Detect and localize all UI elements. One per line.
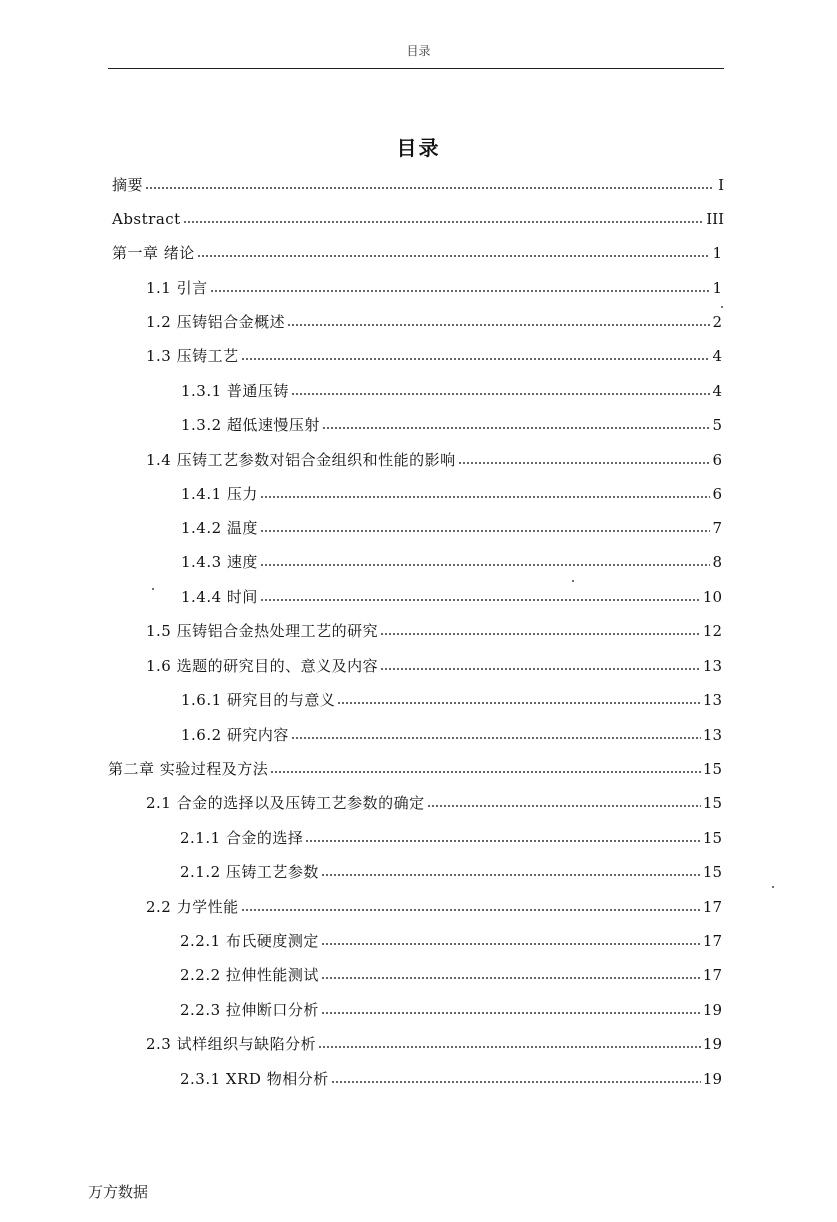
toc-entry[interactable]: [108, 758, 722, 780]
toc-entry[interactable]: [146, 620, 722, 642]
toc-leader: [291, 392, 711, 396]
scan-speck: [572, 580, 574, 582]
toc-entry-label: 1.4 压铸工艺参数对铝合金组织和性能的影响: [146, 451, 456, 469]
toc-entry-page: 4: [712, 347, 722, 365]
toc-leader: [260, 495, 711, 499]
toc-entry-label: 2.2 力学性能: [146, 898, 239, 916]
toc-entry-page: 17: [702, 966, 722, 984]
toc-entry[interactable]: [146, 1033, 722, 1055]
toc-entry-page: 1: [712, 279, 722, 297]
toc-leader: [380, 632, 701, 636]
toc-leader: [458, 461, 711, 465]
scan-speck: [721, 306, 723, 308]
toc-entry-label: 2.2.1 布氏硬度测定: [180, 932, 319, 950]
toc-entry-label: 2.3 试样组织与缺陷分析: [146, 1035, 317, 1053]
toc-entry-label: 2.2.3 拉伸断口分析: [180, 1001, 319, 1019]
toc-entry-label: Abstract: [112, 210, 181, 228]
scan-speck: [772, 886, 774, 888]
toc-entry[interactable]: [146, 345, 722, 367]
toc-entry[interactable]: [112, 208, 724, 230]
toc-entry-page: 8: [712, 553, 722, 571]
toc-entry[interactable]: [181, 689, 722, 711]
toc-leader: [183, 220, 705, 224]
scan-speck: [152, 588, 154, 590]
toc-entry-page: 12: [702, 622, 722, 640]
toc-entry[interactable]: [146, 277, 722, 299]
toc-entry-label: 第一章 绪论: [112, 244, 195, 262]
toc-leader: [270, 770, 701, 774]
toc-entry-page: 13: [702, 657, 722, 675]
toc-leader: [260, 529, 711, 533]
toc-entry-page: 15: [702, 794, 722, 812]
toc-entry[interactable]: [180, 1068, 722, 1090]
toc-entry-label: 2.1.1 合金的选择: [180, 829, 304, 847]
toc-title: 目录: [396, 136, 441, 160]
toc-leader: [291, 736, 701, 740]
toc-entry-label: 2.2.2 拉伸性能测试: [180, 966, 319, 984]
toc-leader: [321, 1011, 701, 1015]
toc-leader: [287, 323, 710, 327]
toc-entry[interactable]: [180, 930, 722, 952]
toc-leader: [210, 289, 711, 293]
toc-entry[interactable]: [181, 414, 722, 436]
toc-entry[interactable]: [146, 449, 722, 471]
toc-entry[interactable]: [180, 861, 722, 883]
toc-entry-label: 1.2 压铸铝合金概述: [146, 313, 286, 331]
toc-entry-label: 2.1 合金的选择以及压铸工艺参数的确定: [146, 794, 425, 812]
toc-entry-label: 第二章 实验过程及方法: [108, 760, 269, 778]
toc-entry-page: 5: [712, 416, 722, 434]
toc-entry-page: 15: [702, 863, 722, 881]
toc-entry-label: 1.6.1 研究目的与意义: [181, 691, 336, 709]
toc-entry-label: 摘要: [112, 176, 144, 194]
toc-entry-page: 1: [712, 244, 722, 262]
footer-brand: 万方数据: [88, 1183, 149, 1201]
toc-entry[interactable]: [181, 483, 722, 505]
toc-entry-page: 6: [712, 451, 722, 469]
toc-entry[interactable]: [180, 827, 722, 849]
toc-entry[interactable]: [112, 242, 722, 264]
toc-entry-label: 1.4.2 温度: [181, 519, 258, 537]
toc-entry[interactable]: [181, 517, 722, 539]
toc-entry-page: 13: [702, 691, 722, 709]
toc-entry[interactable]: [181, 380, 722, 402]
toc-entry[interactable]: [180, 999, 722, 1021]
toc-entry[interactable]: [146, 792, 722, 814]
toc-leader: [321, 976, 701, 980]
toc-entry-page: 6: [712, 485, 722, 503]
toc-leader: [321, 873, 701, 877]
toc-entry-label: 2.1.2 压铸工艺参数: [180, 863, 319, 881]
toc-entry[interactable]: [146, 655, 722, 677]
toc-entry-page: 19: [702, 1070, 722, 1088]
toc-entry-page: 4: [712, 382, 722, 400]
toc-leader: [427, 804, 701, 808]
toc-entry-page: III: [706, 210, 724, 228]
toc-entry-label: 1.4.3 速度: [181, 553, 258, 571]
toc-entry-label: 1.3 压铸工艺: [146, 347, 239, 365]
toc-leader: [322, 426, 711, 430]
toc-entry-page: 17: [702, 932, 722, 950]
toc-leader: [145, 186, 714, 190]
toc-leader: [380, 667, 701, 671]
toc-entry[interactable]: [146, 311, 722, 333]
toc-leader: [260, 598, 701, 602]
toc-entry-label: 1.5 压铸铝合金热处理工艺的研究: [146, 622, 379, 640]
toc-leader: [337, 701, 700, 705]
toc-entry-label: 1.1 引言: [146, 279, 208, 297]
toc-entry-label: 1.3.1 普通压铸: [181, 382, 289, 400]
toc-entry-page: 19: [702, 1035, 722, 1053]
toc-entry[interactable]: [181, 551, 722, 573]
toc-leader: [260, 563, 711, 567]
toc-leader: [197, 254, 711, 258]
toc-entry[interactable]: [112, 174, 724, 196]
toc-leader: [318, 1045, 701, 1049]
toc-entry-page: 7: [712, 519, 722, 537]
toc-entry-label: 1.3.2 超低速慢压射: [181, 416, 320, 434]
toc-entry-page: 2: [712, 313, 722, 331]
toc-leader: [241, 357, 711, 361]
toc-leader: [241, 908, 701, 912]
toc-entry-label: 1.4.1 压力: [181, 485, 258, 503]
toc-entry-page: I: [718, 176, 724, 194]
toc-entry[interactable]: [181, 586, 722, 608]
toc-entry-page: 15: [702, 760, 722, 778]
toc-entry-page: 15: [702, 829, 722, 847]
toc-entry-page: 19: [702, 1001, 722, 1019]
toc-leader: [321, 942, 701, 946]
toc-leader: [305, 839, 700, 843]
toc-entry-page: 13: [702, 726, 722, 744]
toc-entry[interactable]: [180, 964, 722, 986]
toc-entry-label: 2.3.1 XRD 物相分析: [180, 1070, 329, 1088]
toc-entry-label: 1.6.2 研究内容: [181, 726, 289, 744]
running-header: 目录: [406, 44, 431, 58]
toc-entry-label: 1.4.4 时间: [181, 588, 258, 606]
toc-leader: [331, 1080, 701, 1084]
toc-entry-page: 10: [702, 588, 722, 606]
toc-entry[interactable]: [181, 724, 722, 746]
toc-entry-label: 1.6 选题的研究目的、意义及内容: [146, 657, 379, 675]
toc-entry-page: 17: [702, 898, 722, 916]
toc-entry[interactable]: [146, 896, 722, 918]
